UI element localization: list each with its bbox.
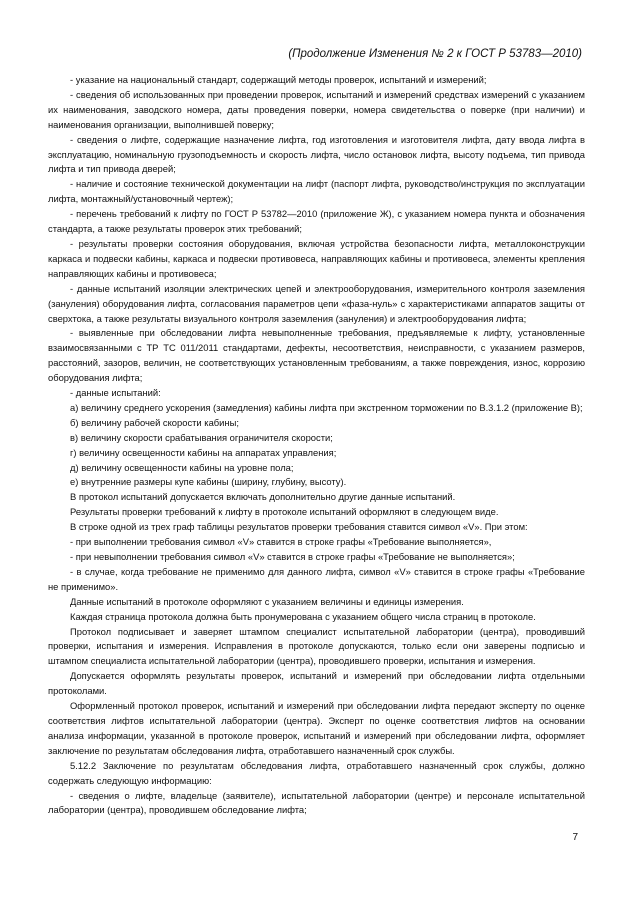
paragraph: е) внутренние размеры купе кабины (ширину, глубину, высоту). [70,476,347,488]
paragraph: - сведения о лифте, владельце (заявителе), испытательной лаборатории (центре) и персонале испытательной лаборатории (центра), проводившем обследование лифта; [48,789,585,816]
paragraph: а) величину среднего ускорения (замедления) кабины лифта при экстренном торможении по В.3.1.2 (приложение В); [70,401,583,413]
paragraph: Оформленный протокол проверок, испытаний и измерений при обследовании лифта передают эксперту по оценке соответствия лифтов испытательной лаборатории (центра). Эксперт по оценке соответствия лифтов на основании анализа информации, указанной в протоколе проверок, испытаний и измерений при обследовании лифта, оформляет заключение по результатам обследования лифта, отработавшего назначенный срок службы. [48,700,585,756]
paragraph: - при выполнении требования символ «V» ставится в строке графы «Требование выполняется», [70,536,492,548]
paragraph: - выявленные при обследовании лифта невыполненные требования, предъявляемые к лифту, установленные взаимосвязанными с ТР ТС 011/2011 стандартами, дефекты, несоответствия, неисправности, с указанием размеров, расстояний, зазоров, величин, не соответствующих установленным требованиям, а также повреждения, износ, коррозию оборудования лифта; [48,327,585,384]
paragraph: В строке одной из трех граф таблицы результатов проверки требования ставится символ «V». При этом: [70,521,528,533]
paragraph: в) величину скорости срабатывания ограничителя скорости; [70,431,333,443]
paragraph: - данные испытаний: [70,387,161,399]
paragraph: - сведения о лифте, содержащие назначение лифта, год изготовления и изготовителя лифта, дату ввода лифта в эксплуатацию, номинальную грузоподъемность и скорость лифта, число остановок лифта, высоту подъема, тип привода лифта и тип привода дверей; [48,133,585,175]
paragraph: - перечень требований к лифту по ГОСТ Р 53782—2010 (приложение Ж), с указанием номера пункта и обозначения стандарта, а также результаты проверок этих требований; [48,208,585,235]
paragraph: Протокол подписывает и заверяет штампом специалист испытательной лаборатории (центра), проводивший проверки, испытания и измерения. Исправления в протоколе допускаются, только если они заверены подписью и штампом специалиста испытательной лаборатории (центра), проводившего проверки, испытания и измерения. [48,625,585,667]
paragraph: - указание на национальный стандарт, содержащий методы проверок, испытаний и измерений; [70,74,487,85]
paragraph: г) величину освещенности кабины на аппаратах управления; [70,446,337,458]
body-text [48,73,585,818]
paragraph: д) величину освещенности кабины на уровне пола; [70,461,294,473]
paragraph: - в случае, когда требование не применимо для данного лифта, символ «V» ставится в строке графы «Требование не применимо». [48,565,585,592]
paragraph: - при невыполнении требования символ «V» ставится в строке графы «Требование не выполняется»; [70,551,515,562]
paragraph: - сведения об использованных при проведении проверок, испытаний и измерений средствах измерений с указанием их наименования, заводского номера, даты проведения поверки, номера свидетельства о поверке (при наличии) и наименования организации, выполнившей поверку; [48,88,585,130]
paragraph: - данные испытаний изоляции электрических цепей и электрооборудования, измерительного контроля заземления (зануления) оборудования лифта, согласования параметров цепи «фаза-нуль» с характеристиками аппаратов защиты от сверхтока, а также результаты визуального контроля заземления (зануления) и электрооборудования лифта; [48,282,585,324]
paragraph: - наличие и состояние технической документации на лифт (паспорт лифта, руководство/инструкция по эксплуатации лифта, монтажный/установочный чертеж); [48,178,585,205]
paragraph: В протокол испытаний допускается включать дополнительно другие данные испытаний. [70,491,456,503]
page-number: 7 [572,832,578,843]
paragraph: - результаты проверки состояния оборудования, включая устройства безопасности лифта, металлоконструкции каркаса и подвески кабины, каркаса и подвески противовеса, направляющих кабины и противовеса, элементы крепления направляющих кабины и противовеса; [48,237,585,279]
paragraph: 5.12.2 Заключение по результатам обследования лифта, отработавшего назначенный срок службы, должно содержать следующую информацию: [48,759,585,786]
paragraph: б) величину рабочей скорости кабины; [70,416,239,428]
continuation-header: (Продолжение Изменения № 2 к ГОСТ Р 53783—2010) [288,48,582,60]
paragraph: Каждая страница протокола должна быть пронумерована с указанием общего числа страниц в протоколе. [70,610,536,622]
paragraph: Допускается оформлять результаты проверок, испытаний и измерений при обследовании лифта отдельными протоколами. [48,670,585,697]
paragraph: Данные испытаний в протоколе оформляют с указанием величины и единицы измерения. [70,595,464,607]
paragraph: Результаты проверки требований к лифту в протоколе испытаний оформляют в следующем виде. [70,506,499,518]
